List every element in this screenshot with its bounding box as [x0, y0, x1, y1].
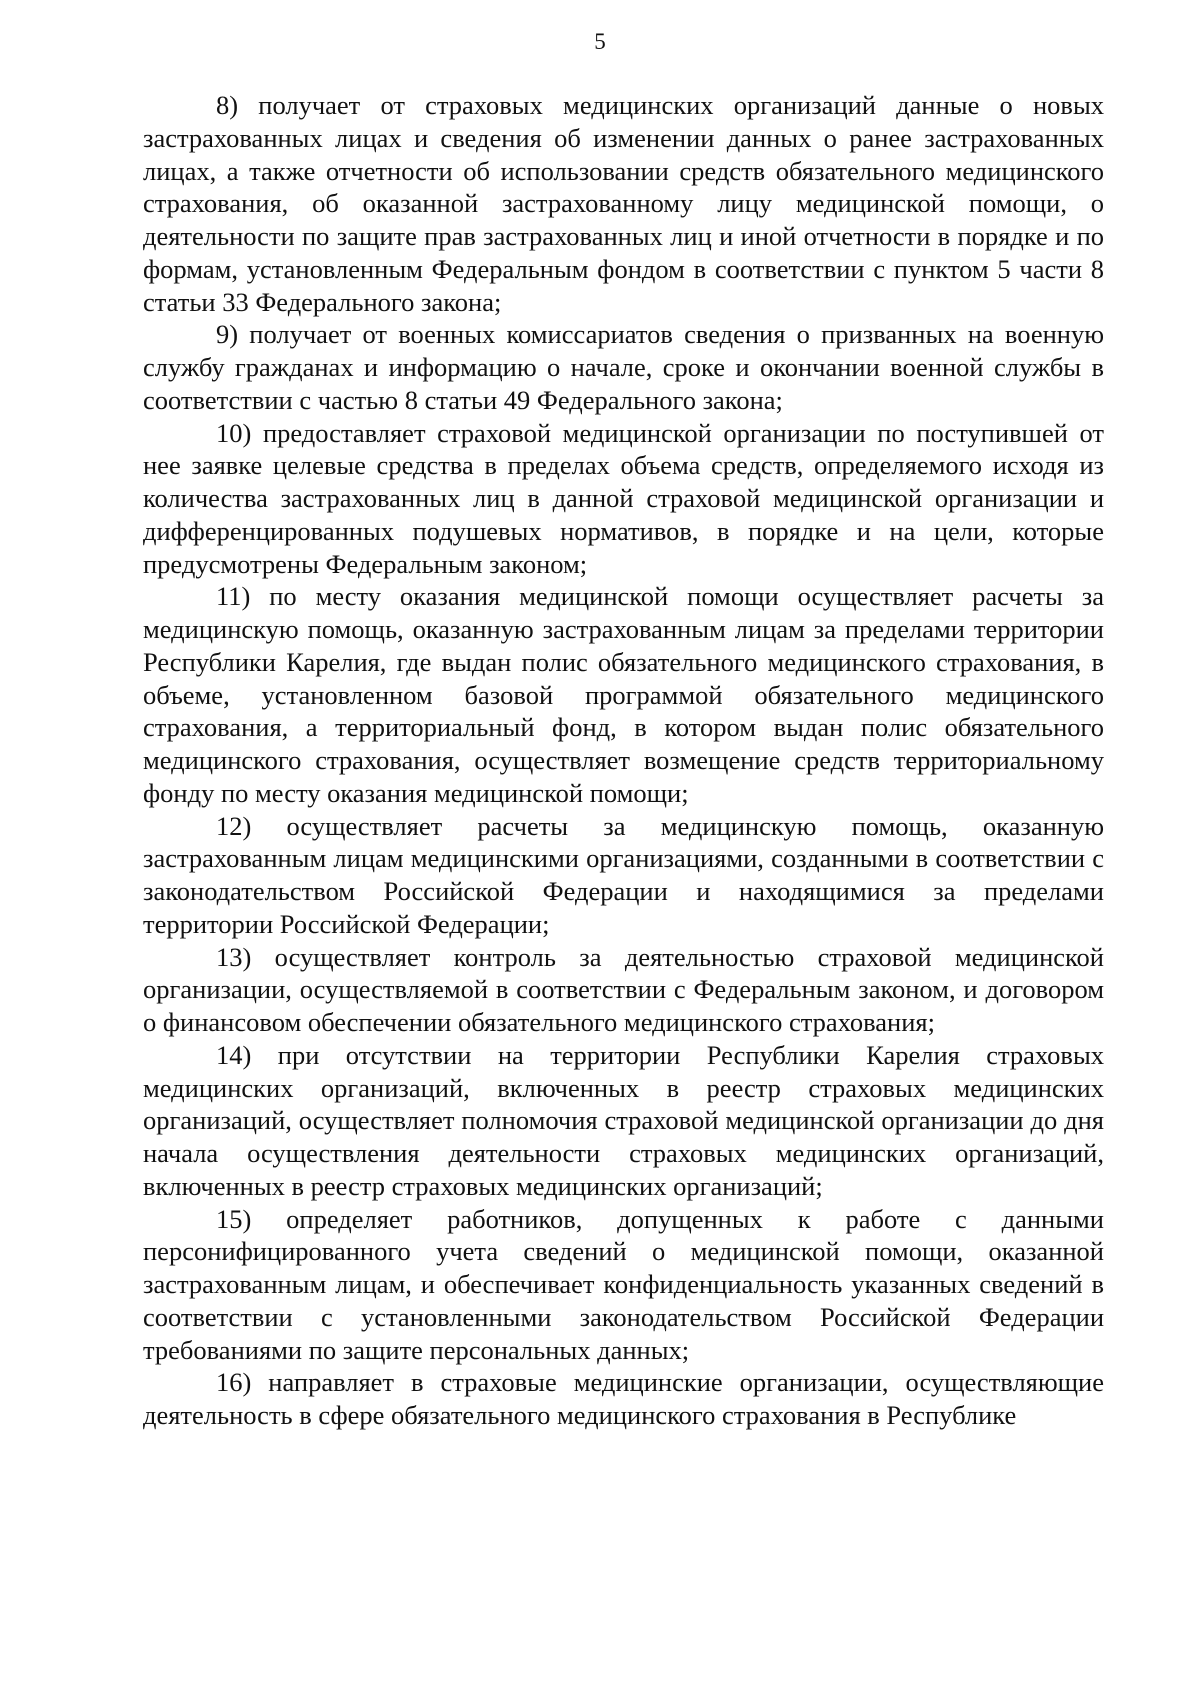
list-item-11: 11) по месту оказания медицинской помощи осуществляет расчеты за медицинскую помощь, оказанную застрахованным лицам за пределами территории Республики Карелия, где выдан полис обязательного медицинского страхования, в объеме, установленном базовой программой обязательного медицинского страхования, а территориальный фонд, в котором выдан полис обязательного медицинского страхования, осуществляет возмещение средств территориальному фонду по месту оказания медицинской помощи;: [143, 581, 1104, 808]
document-body: [143, 89, 1104, 1432]
page-number: 5: [594, 29, 606, 54]
list-item-15: 15) определяет работников, допущенных к работе с данными персонифицированного учета сведений о медицинской помощи, оказанной застрахованным лицам, и обеспечивает конфиденциальность указанных сведений в соответствии с установленными законодательством Российской Федерации требованиями по защите персональных данных;: [143, 1203, 1104, 1365]
list-item-13: 13) осуществляет контроль за деятельностью страховой медицинской организации, осуществляемой в соответствии с Федеральным законом, и договором о финансовом обеспечении обязательного медицинского страхования;: [143, 941, 1104, 1037]
list-item-9: 9) получает от военных комиссариатов сведения о призванных на военную службу гражданах и информацию о начале, сроке и окончании военной службы в соответствии с частью 8 статьи 49 Федерального закона;: [143, 319, 1104, 415]
list-item-16: 16) направляет в страховые медицинские организации, осуществляющие деятельность в сфере обязательного медицинского страхования в Республике: [143, 1367, 1104, 1430]
list-item-14: 14) при отсутствии на территории Республики Карелия страховых медицинских организаций, включенных в реестр страховых медицинских организаций, осуществляет полномочия страховой медицинской организации до дня начала осуществления деятельности страховых медицинских организаций, включенных в реестр страховых медицинских организаций;: [143, 1039, 1104, 1201]
list-item-8: 8) получает от страховых медицинских организаций данные о новых застрахованных лицах и сведения об изменении данных о ранее застрахованных лицах, а также отчетности об использовании средств обязательного медицинского страхования, об оказанной застрахованному лицу медицинской помощи, о деятельности по защите прав застрахованных лиц и иной отчетности в порядке и по формам, установленным Федеральным фондом в соответствии с пунктом 5 части 8 статьи 33 Федерального закона;: [143, 90, 1104, 317]
list-item-10: 10) предоставляет страховой медицинской организации по поступившей от нее заявке целевые средства в пределах объема средств, определяемого исходя из количества застрахованных лиц в данной страховой медицинской организации и дифференцированных подушевых нормативов, в порядке и на цели, которые предусмотрены Федеральным законом;: [143, 417, 1104, 579]
list-item-12: 12) осуществляет расчеты за медицинскую помощь, оказанную застрахованным лицам медицинскими организациями, созданными в соответствии с законодательством Российской Федерации и находящимися за пределами территории Российской Федерации;: [143, 810, 1104, 939]
